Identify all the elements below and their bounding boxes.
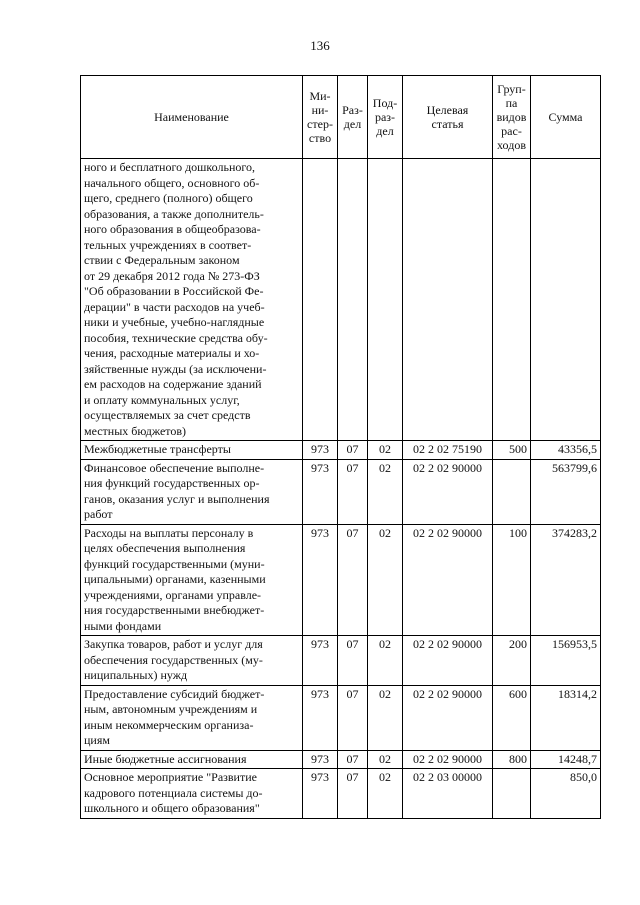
row-ministry: 973 [303,769,338,819]
row-amount: 563799,6 [531,459,601,524]
row-name: ного и бесплатного дошкольного, начального общего, основного об- щего, среднего (полного) общего образования, а также дополнитель- ного образования в общеобразова- тельных учреждениях в соответ- ствии с Федеральным законом от 29 декабря 2012 года № 273-ФЗ "Об образовании в Российской Фе- дерации" в части расходов на учеб- ники и учебные, учебно-наглядные пособия, технические средства обу- чения, расходные материалы и хо- зяйственные нужды (за исключени- ем расходов на содержание зданий и оплату коммунальных услуг, осуществляемых за счет средств местных бюджетов) [81,159,303,441]
row-name: Расходы на выплаты персоналу в целях обеспечения выполнения функций государственными (муни- ципальными) органами, казенными учреждениями, органами управле- ния государственными внебюджет- ными фондами [81,524,303,636]
table-row [81,769,601,819]
row-amount: 43356,5 [531,441,601,460]
row-subsection [368,159,403,441]
row-amount [531,159,601,441]
row-section: 07 [338,685,368,750]
header-expense-group: Груп- па видов рас- ходов [493,76,531,159]
table-row [81,750,601,769]
table-row [81,636,601,686]
row-target-article: 02 2 02 75190 [403,441,493,460]
row-subsection: 02 [368,459,403,524]
row-name: Основное мероприятие "Развитие кадрового потенциала системы до- школьного и общего образования" [81,769,303,819]
header-target-article: Целевая статья [403,76,493,159]
row-expense-group: 800 [493,750,531,769]
row-expense-group: 200 [493,636,531,686]
row-amount: 14248,7 [531,750,601,769]
row-name: Предоставление субсидий бюджет- ным, автономным учреждениям и иным некоммерческим организа- циям [81,685,303,750]
table-row [81,685,601,750]
row-target-article: 02 2 02 90000 [403,685,493,750]
header-section: Раз- дел [338,76,368,159]
row-target-article: 02 2 03 00000 [403,769,493,819]
row-subsection: 02 [368,441,403,460]
header-ministry: Ми- ни- стер- ство [303,76,338,159]
page-number: 136 [310,38,330,53]
row-name: Иные бюджетные ассигнования [81,750,303,769]
row-section: 07 [338,524,368,636]
row-section: 07 [338,750,368,769]
table-body [81,159,601,819]
budget-table [80,75,601,819]
row-ministry: 973 [303,750,338,769]
row-name: Межбюджетные трансферты [81,441,303,460]
row-ministry [303,159,338,441]
row-target-article: 02 2 02 90000 [403,459,493,524]
row-target-article [403,159,493,441]
row-target-article: 02 2 02 90000 [403,524,493,636]
row-section: 07 [338,441,368,460]
row-expense-group: 600 [493,685,531,750]
row-subsection: 02 [368,524,403,636]
table-header-row [81,76,601,159]
row-ministry: 973 [303,524,338,636]
header-amount: Сумма [531,76,601,159]
table-row [81,441,601,460]
table-row [81,159,601,441]
row-name: Закупка товаров, работ и услуг для обеспечения государственных (му- ниципальных) нужд [81,636,303,686]
row-ministry: 973 [303,441,338,460]
row-subsection: 02 [368,769,403,819]
header-subsection: Под- раз- дел [368,76,403,159]
row-amount: 374283,2 [531,524,601,636]
row-subsection: 02 [368,750,403,769]
row-name: Финансовое обеспечение выполне- ния функций государственных ор- ганов, оказания услуг и выполнения работ [81,459,303,524]
row-section: 07 [338,769,368,819]
table-row [81,459,601,524]
row-target-article: 02 2 02 90000 [403,750,493,769]
row-amount: 156953,5 [531,636,601,686]
row-expense-group [493,769,531,819]
row-subsection: 02 [368,636,403,686]
row-ministry: 973 [303,459,338,524]
row-expense-group: 100 [493,524,531,636]
row-amount: 850,0 [531,769,601,819]
row-expense-group [493,159,531,441]
row-section: 07 [338,459,368,524]
row-expense-group [493,459,531,524]
row-expense-group: 500 [493,441,531,460]
row-ministry: 973 [303,636,338,686]
row-subsection: 02 [368,685,403,750]
row-target-article: 02 2 02 90000 [403,636,493,686]
row-ministry: 973 [303,685,338,750]
row-section [338,159,368,441]
table-row [81,524,601,636]
row-section: 07 [338,636,368,686]
header-name: Наименование [81,76,303,159]
row-amount: 18314,2 [531,685,601,750]
